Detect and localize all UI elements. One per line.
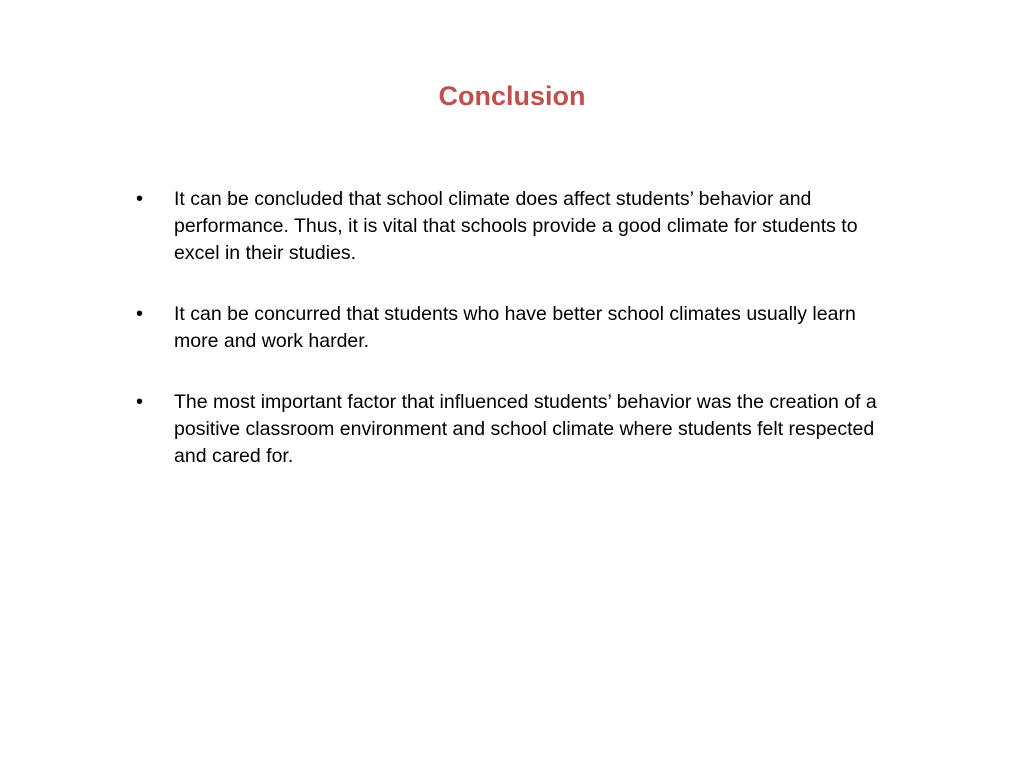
bullet-list	[130, 186, 890, 504]
bullet-item	[130, 389, 890, 470]
bullet-dot-icon: •	[136, 188, 144, 210]
bullet-item	[130, 301, 890, 355]
bullet-text: It can be concurred that students who have better school climates usually learn more and work harder.	[174, 303, 856, 352]
bullet-text: It can be concluded that school climate does affect students’ behavior and performance. Thus, it is vital that schools provide a good climate for students to excel in their studies.	[174, 188, 858, 264]
bullet-text: The most important factor that influenced students’ behavior was the creation of a positive classroom environment and school climate where students felt respected and cared for.	[174, 391, 877, 467]
bullet-dot-icon: •	[136, 303, 144, 325]
bullet-item	[130, 186, 890, 267]
bullet-dot-icon: •	[136, 391, 144, 413]
slide-title: Conclusion	[438, 81, 586, 111]
